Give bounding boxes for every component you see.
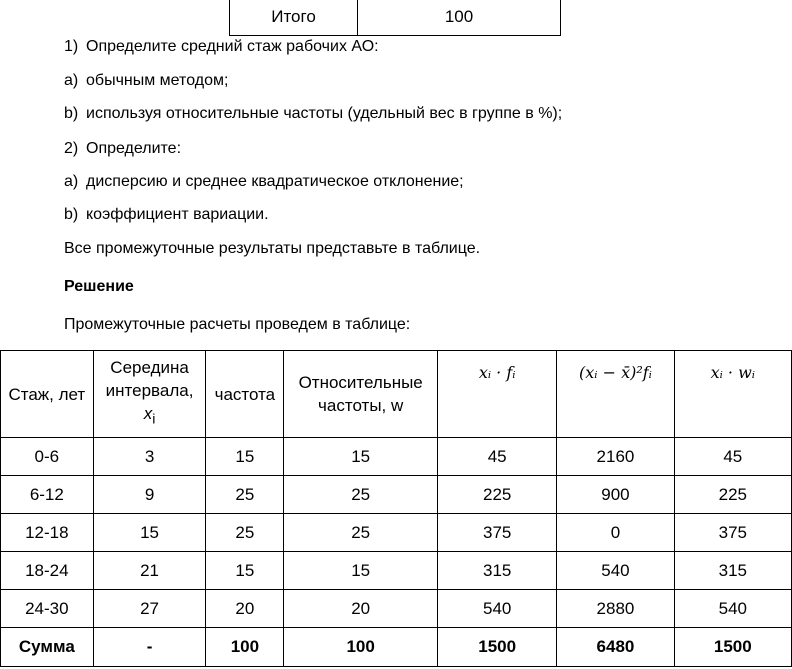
sum-cell: 1500 [674,628,791,667]
header-frequency: частота [206,351,284,438]
note-text: Все промежуточные результаты представьте в таблице. [64,240,481,257]
table-cell: 45 [438,438,557,476]
table-cell: 12-18 [1,514,94,552]
header-interval-midpoint: Середина интервала, $x_i$ [93,351,206,438]
sum-cell: 100 [284,628,438,667]
table-cell: 375 [438,514,557,552]
table-row [1,590,792,628]
table-cell: 900 [557,476,674,514]
table-cell: 315 [674,552,791,590]
task-number: a) [64,72,79,89]
task-text: Определите: [86,140,182,157]
table-cell: 225 [674,476,791,514]
table-cell: 24-30 [1,590,94,628]
table-cell: 6-12 [1,476,94,514]
table-cell: 15 [284,438,438,476]
table-cell: 27 [93,590,206,628]
header-formula-deviation: (xᵢ − x̄)²fᵢ [557,351,674,438]
task-number: b) [64,105,79,122]
header-formula-xw: xᵢ · wᵢ [674,351,791,438]
summary-table [229,0,561,36]
table-cell: 20 [206,590,284,628]
task-text: коэффициент вариации. [86,206,269,223]
header-experience: Стаж, лет [1,351,94,438]
sum-cell: Сумма [1,628,94,667]
table-row [1,476,792,514]
calculation-table [0,350,792,667]
table-header-row [1,351,792,438]
table-cell: 0 [557,514,674,552]
task-number: 1) [64,38,79,55]
table-cell: 20 [284,590,438,628]
sum-cell: - [93,628,206,667]
table-cell: 15 [284,552,438,590]
task-number: b) [64,206,79,223]
table-cell: 2880 [557,590,674,628]
table-cell: 25 [206,476,284,514]
table-cell: 15 [206,552,284,590]
table-row [1,514,792,552]
table-cell: 25 [284,514,438,552]
table-cell: 45 [674,438,791,476]
summary-row [230,0,561,36]
sum-cell: 100 [206,628,284,667]
table-cell: 15 [206,438,284,476]
task-text: обычным методом; [86,72,229,89]
table-cell: 18-24 [1,552,94,590]
task-text: дисперсию и среднее квадратическое отклонение; [86,173,464,190]
table-cell: 540 [438,590,557,628]
table-cell: 21 [93,552,206,590]
task-text: используя относительные частоты (удельный вес в группе в %); [86,105,563,122]
table-cell: 9 [93,476,206,514]
table-row [1,552,792,590]
table-cell: 375 [674,514,791,552]
table-cell: 0-6 [1,438,94,476]
solution-heading: Решение [64,278,134,295]
table-cell: 15 [93,514,206,552]
header-formula-xf: xᵢ · fᵢ [438,351,557,438]
table-cell: 25 [206,514,284,552]
task-number: a) [64,173,79,190]
table-cell: 3 [93,438,206,476]
task-line-1 [64,38,379,56]
task-line-2 [64,140,181,158]
task-number: 2) [64,140,79,157]
intro-text: Промежуточные расчеты проведем в таблице: [64,316,411,333]
task-text: Определите средний стаж рабочих АО: [86,38,379,55]
table-cell: 2160 [557,438,674,476]
sum-cell: 6480 [557,628,674,667]
table-row [1,438,792,476]
task-line-1b [64,105,562,123]
summary-label: Итого [230,0,358,36]
header-relative-frequency: Относительные частоты, w [284,351,438,438]
table-cell: 25 [284,476,438,514]
summary-value: 100 [358,0,561,36]
table-cell: 540 [557,552,674,590]
task-line-1a [64,72,228,90]
task-line-2a [64,173,464,191]
table-cell: 225 [438,476,557,514]
sum-cell: 1500 [438,628,557,667]
table-sum-row [1,628,792,667]
table-cell: 315 [438,552,557,590]
table-cell: 540 [674,590,791,628]
task-line-2b [64,206,269,224]
